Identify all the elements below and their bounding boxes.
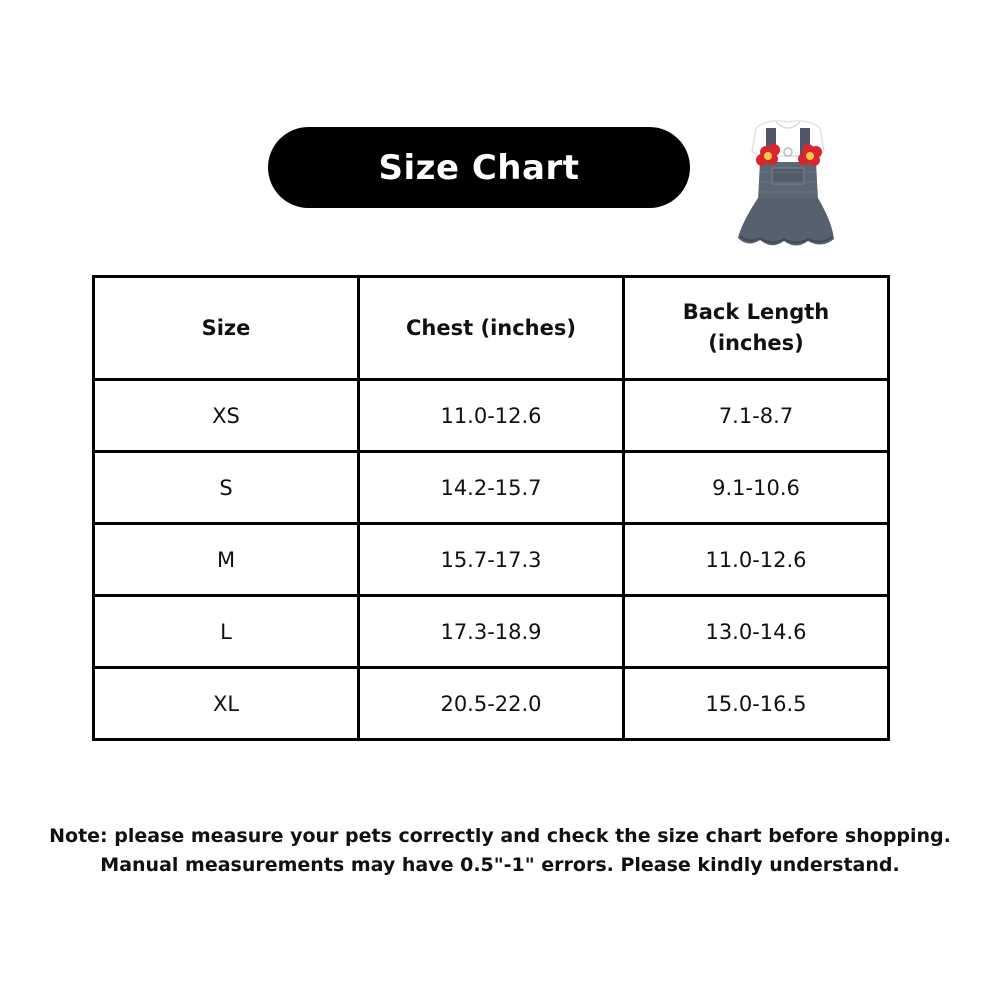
cell-chest: 15.7-17.3: [359, 524, 624, 596]
size-chart-title-banner: [268, 127, 690, 208]
cell-back-length: 11.0-12.6: [624, 524, 889, 596]
header-back-length-line2: (inches): [708, 331, 804, 355]
header-size: Size: [94, 277, 359, 380]
cell-back-length: 9.1-10.6: [624, 452, 889, 524]
size-table: [92, 275, 890, 741]
cell-size: XS: [94, 380, 359, 452]
note-line-1: Note: please measure your pets correctly and check the size chart before shopping.: [49, 825, 951, 847]
table-header-row: [94, 277, 889, 380]
table-row: [94, 668, 889, 740]
header-chest: Chest (inches): [359, 277, 624, 380]
table-row: [94, 524, 889, 596]
note-line-2: Manual measurements may have 0.5"-1" errors. Please kindly understand.: [100, 854, 900, 876]
header-back-length: [624, 277, 889, 380]
cell-chest: 11.0-12.6: [359, 380, 624, 452]
cell-back-length: 7.1-8.7: [624, 380, 889, 452]
measurement-note: [0, 822, 1000, 880]
page-title: Size Chart: [378, 147, 580, 188]
cell-size: M: [94, 524, 359, 596]
header-back-length-line1: Back Length: [682, 300, 830, 324]
cell-size: XL: [94, 668, 359, 740]
cell-size: S: [94, 452, 359, 524]
cell-chest: 17.3-18.9: [359, 596, 624, 668]
cell-back-length: 15.0-16.5: [624, 668, 889, 740]
table-row: [94, 596, 889, 668]
dog-overall-dress-icon: [728, 112, 848, 252]
cell-chest: 14.2-15.7: [359, 452, 624, 524]
table-row: [94, 380, 889, 452]
cell-size: L: [94, 596, 359, 668]
table-row: [94, 452, 889, 524]
cell-back-length: 13.0-14.6: [624, 596, 889, 668]
cell-chest: 20.5-22.0: [359, 668, 624, 740]
